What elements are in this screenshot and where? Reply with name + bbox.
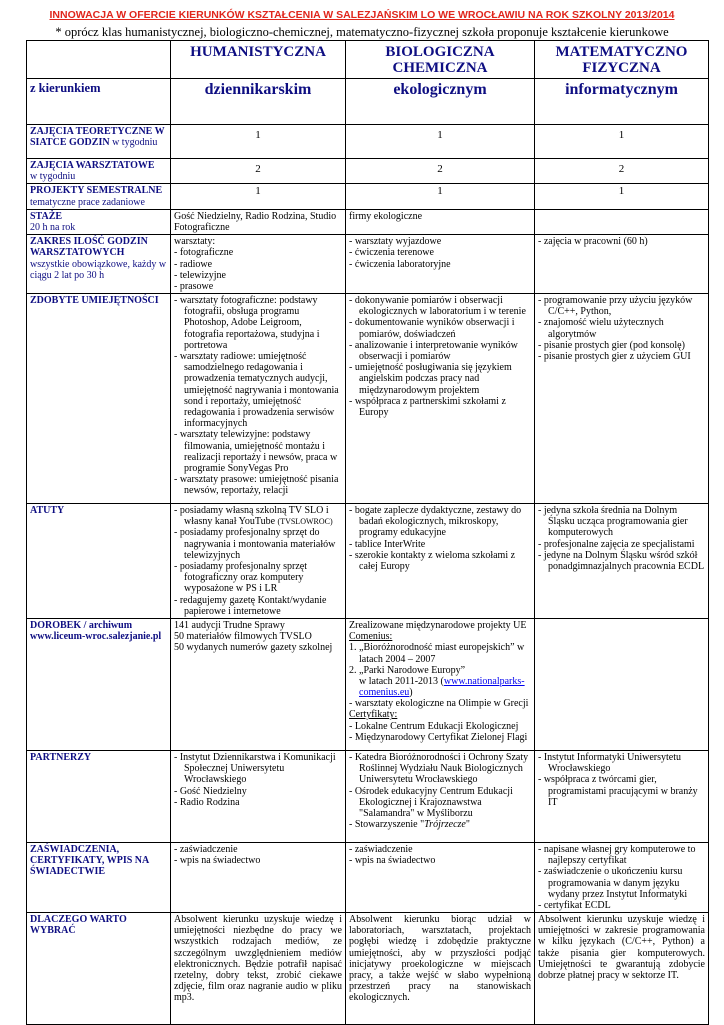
list-item: - zajęcia w pracowni (60 h) — [538, 236, 648, 248]
list-item: - ćwiczenia terenowe — [349, 247, 434, 259]
column-humanistyczna: HUMANISTYCZNA — [171, 41, 346, 79]
kierunek-dziennikarski: dziennikarskim — [171, 79, 346, 125]
cell-atuty-1 — [171, 504, 346, 619]
cell-zakres-1: warsztaty: - fotograficzne - radiowe - telewizyjne - prasowe — [171, 235, 346, 294]
cell-dlaczego-2: Absolwent kierunku biorąc udział w laboratoriach, warsztatach, projektach pogłębi wiedzę i zdobędzie praktyczne umiejętności, aby w przyszłości podjąć inicjatywy proekologiczne w miejscach pracy, a także wejść w słabo wypełnioną przestrzeń pracy na stanowiskach ekologicznych. — [346, 913, 535, 1025]
list-item: - bogate zaplecze dydaktyczne, zestawy do badań ekologicznych, mikroskopy, programy edukacyjne — [349, 505, 522, 539]
list-item: - prasowe — [174, 280, 214, 292]
list-item: - napisane własnej gry komputerowe to najlepszy certyfikat — [538, 843, 696, 867]
row-umiejetnosci — [27, 294, 709, 504]
list-item: - jedyne na Dolnym Śląsku wśród szkół ponadgimnazjalnych pracownia ECDL — [538, 549, 705, 572]
cell-partnerzy-3 — [535, 750, 709, 842]
label-zaswiadczenia: ZAŚWIADCZENIA, CERTYFIKATY, WPIS NA ŚWIADECTWIE — [27, 842, 171, 912]
list-item: - warsztaty telewizyjne: podstawy filmowania, umiejętność montażu i realizacji reportaży i newsów, praca w programie SonyVegas Pro — [174, 429, 338, 474]
row-dorobek — [27, 618, 709, 750]
list-item: - posiadamy profesjonalny sprzęt do nagrywania i montowania materiałów telewizyjnych — [174, 527, 336, 561]
list-item: - znajomość wielu użytecznych algorytmów — [538, 317, 664, 340]
list-item: - Katedra Bioróżnorodności i Ochrony Szaty Roślinnej Wydziału Nauk Biologicznych Uniwersytetu Wrocławskiego — [349, 751, 529, 786]
cell-partnerzy-2 — [346, 750, 535, 842]
value-cell: 1 — [171, 125, 346, 159]
list-item: - Ośrodek edukacyjny Centrum Edukacji Ekologicznej i Krajoznawstwa "Salamandra" w Myśliborzu — [349, 785, 513, 819]
value-cell: 2 — [171, 159, 346, 184]
label-projekty: PROJEKTY SEMESTRALNE tematyczne prace zadaniowe — [27, 184, 171, 209]
list-item: - telewizyjne — [174, 269, 226, 281]
row-warsztatowe — [27, 159, 709, 184]
value-cell: 1 — [535, 125, 709, 159]
list-item: - warsztaty wyjazdowe — [349, 236, 442, 248]
cell-zaswiadczenia-3 — [535, 842, 709, 912]
list-item: - warsztaty radiowe: umiejętność samodzielnego redagowania i prowadzenia tematycznych audycji, umiejętność nagrywania i montowania sond i reportaży, umiejętność redagowania i prowadzenia serwisów informacyjnych — [174, 351, 339, 430]
cell-atuty-3 — [535, 504, 709, 619]
column-biologiczna: BIOLOGICZNA CHEMICZNA — [346, 41, 535, 79]
list-item: 1. „Bioróżnorodność miast europejskich” w latach 2004 – 2007 — [349, 642, 525, 665]
list-item: - warsztaty ekologiczne na Olimpie w Grecji — [349, 698, 529, 710]
list-item: - Gość Niedzielny — [174, 785, 247, 797]
list-item: - Radio Rodzina — [174, 796, 240, 808]
list-item: - warsztaty prasowe: umiejętność pisania newsów, reportaży, relacji — [174, 474, 339, 497]
list-item: - zaświadczenie — [174, 843, 238, 855]
header-corner — [27, 41, 171, 79]
column-matematyczna: MATEMATYCZNO FIZYCZNA — [535, 41, 709, 79]
list-item: - profesjonalne zajęcia ze specjalistami — [538, 538, 695, 550]
kierunek-row — [27, 79, 709, 125]
list-item: - pisanie prostych gier (pod konsolę) — [538, 339, 685, 351]
kierunek-informatyczny: informatycznym — [535, 79, 709, 125]
cell-staze-3 — [535, 209, 709, 234]
cell-zaswiadczenia-2 — [346, 842, 535, 912]
cell-staze-2: firmy ekologiczne — [346, 209, 535, 234]
cell-dlaczego-3: Absolwent kierunku uzyskuje wiedzę i umiejętności w zakresie programowania w kilku językach (C/C++, Python) a także pisania gier komputerowych. Umiejętności te gwarantują zdobycie dobrze płatnej pracy w sektorze IT. — [535, 913, 709, 1025]
label-warsztatowe: ZAJĘCIA WARSZTATOWE w tygodniu — [27, 159, 171, 184]
list-item: - redagujemy gazetę Kontakt/wydanie papierowe i internetowe — [174, 594, 327, 617]
cell-zaswiadczenia-1 — [171, 842, 346, 912]
list-item: - fotograficzne — [174, 247, 234, 259]
label-staze: STAŻE 20 h na rok — [27, 209, 171, 234]
row-staze — [27, 209, 709, 234]
cell-zakres-2 — [346, 235, 535, 294]
row-zakres — [27, 235, 709, 294]
list-item: - Stowarzyszenie "Trójrzecze" — [349, 819, 470, 831]
list-item: - wpis na świadectwo — [349, 855, 436, 867]
list-item: - zaświadczenie — [349, 843, 413, 855]
cell-staze-1: Gość Niedzielny, Radio Rodzina, Studio Fotograficzne — [171, 209, 346, 234]
row-atuty — [27, 504, 709, 619]
list-item: - dokumentowanie wyników obserwacji i pomiarów, doświadczeń — [349, 317, 515, 340]
list-item: 2. „Parki Narodowe Europy” w latach 2011-2013 (www.nationalparks-comenius.eu) — [349, 664, 525, 699]
label-teoretyczne: ZAJĘCIA TEORETYCZNE W SIATCE GODZIN w tygodniu — [27, 125, 171, 159]
list-item: - umiejętność posługiwania się językiem angielskim podczas pracy nad międzynarodowym projektem — [349, 362, 512, 396]
list-item: - dokonywanie pomiarów i obserwacji ekologicznych w laboratorium i w terenie — [349, 295, 526, 318]
row-zaswiadczenia — [27, 842, 709, 912]
list-item: - zaświadczenie o ukończeniu kursu programowania w danym języku wydany przez Instytut Informatyki — [538, 866, 688, 900]
list-item: - radiowe — [174, 258, 213, 270]
label-atuty: ATUTY — [27, 504, 171, 619]
list-item: - analizowanie i interpretowanie wyników obserwacji i pomiarów — [349, 339, 518, 362]
nationalparks-link[interactable]: www.nationalparks-comenius.eu — [359, 675, 525, 699]
list-item: - ćwiczenia laboratoryjne — [349, 258, 451, 270]
value-cell: 1 — [535, 184, 709, 209]
list-item: - posiadamy własną szkolną TV SLO i własny kanał YouTube (TVSLOWROC) — [174, 505, 333, 528]
value-cell: 1 — [171, 184, 346, 209]
list-item: - współpraca z twórcami gier, programistami pracującymi w branży IT — [538, 774, 698, 808]
list-item: - Lokalne Centrum Edukacji Ekologicznej — [349, 720, 519, 732]
cell-umiejetnosci-2 — [346, 294, 535, 504]
header-row — [27, 41, 709, 79]
courses-table — [26, 40, 709, 1025]
list-item: - posiadamy profesjonalny sprzęt fotograficzny oraz komputery wyposażone w PS i LR — [174, 561, 308, 595]
kierunek-label: z kierunkiem — [27, 79, 171, 125]
row-projekty — [27, 184, 709, 209]
label-dorobek: DOROBEK / archiwum www.liceum-wroc.salezjanie.pl — [27, 618, 171, 750]
kierunek-ekologiczny: ekologicznym — [346, 79, 535, 125]
cell-dorobek-2: Zrealizowane międzynarodowe projekty UE Comenius: 1. „Bioróżnorodność miast europejskich” w latach 2004 – 2007 2. „Parki Narodowe Europy” w latach 2011-2013 (www.nationalparks-comenius.eu) - warsztaty ekologiczne na Olimpie w Grecji Certyfikaty: - Lokalne Centrum Edukacji Ekologicznej - Międzynarodowy Certyfikat Zielonej Flagi — [346, 618, 535, 750]
cell-partnerzy-1 — [171, 750, 346, 842]
label-dlaczego: DLACZEGO WARTO WYBRAĆ — [27, 913, 171, 1025]
list-item: - certyfikat ECDL — [538, 899, 611, 911]
list-item: - wpis na świadectwo — [174, 855, 261, 867]
label-zakres: ZAKRES ILOŚĆ GODZIN WARSZTATOWYCH wszystkie obowiązkowe, każdy w ciągu 2 lat po 30 h — [27, 235, 171, 294]
list-item: - jedyna szkoła średnia na Dolnym Śląsku ucząca programowania gier komputerowych — [538, 505, 688, 539]
cell-zakres-3 — [535, 235, 709, 294]
list-item: - tablice InterWrite — [349, 538, 426, 550]
list-item: - współpraca z partnerskimi szkołami z Europy — [349, 395, 506, 418]
list-item: - szerokie kontakty z wieloma szkołami z całej Europy — [349, 549, 516, 572]
cell-atuty-2 — [346, 504, 535, 619]
list-item: - Międzynarodowy Certyfikat Zielonej Flagi — [349, 731, 528, 743]
cell-umiejetnosci-1 — [171, 294, 346, 504]
list-item: - programowanie przy użyciu języków C/C++, Python, — [538, 295, 693, 318]
value-cell: 1 — [346, 184, 535, 209]
cell-umiejetnosci-3 — [535, 294, 709, 504]
list-item: - Instytut Informatyki Uniwersytetu Wrocławskiego — [538, 751, 682, 775]
list-item: - pisanie prostych gier z użyciem GUI — [538, 351, 691, 362]
value-cell: 1 — [346, 125, 535, 159]
label-partnerzy: PARTNERZY — [27, 750, 171, 842]
row-dlaczego — [27, 913, 709, 1025]
cell-dorobek-3 — [535, 618, 709, 750]
list-item: - warsztaty fotograficzne: podstawy fotografii, obsługa programu Photoshop, Adobe Leigroom, fotografia reportażowa, studyjna i portretowa — [174, 295, 320, 351]
value-cell: 2 — [535, 159, 709, 184]
document-subtitle: * oprócz klas humanistycznej, biologiczno-chemicznej, matematyczno-fizycznej szkoła proponuje kształcenie kierunkowe — [55, 25, 669, 39]
value-cell: 2 — [346, 159, 535, 184]
list-item: - Instytut Dziennikarstwa i Komunikacji Społecznej Uniwersytetu Wrocławskiego — [174, 751, 336, 786]
cell-dlaczego-1: Absolwent kierunku uzyskuje wiedzę i umiejętności niezbędne do pracy we wszystkich rodzajach mediów, ze szczególnym uwzględnieniem mediów elektronicznych. Będzie potrafił napisać rzetelny, dobry tekst, zrobić ciekawe zdjęcie, film oraz nagranie audio w pliku mp3. — [171, 913, 346, 1025]
row-partnerzy — [27, 750, 709, 842]
document-title: INNOWACJA W OFERCIE KIERUNKÓW KSZTAŁCENIA W SALEZJAŃSKIM LO WE WROCŁAWIU NA ROK SZKOLNY 2013/2014 — [49, 9, 675, 21]
row-teoretyczne — [27, 125, 709, 159]
label-umiejetnosci: ZDOBYTE UMIEJĘTNOŚCI — [27, 294, 171, 504]
cell-dorobek-1: 141 audycji Trudne Sprawy 50 materiałów filmowych TVSLO 50 wydanych numerów gazety szkolnej — [171, 618, 346, 750]
